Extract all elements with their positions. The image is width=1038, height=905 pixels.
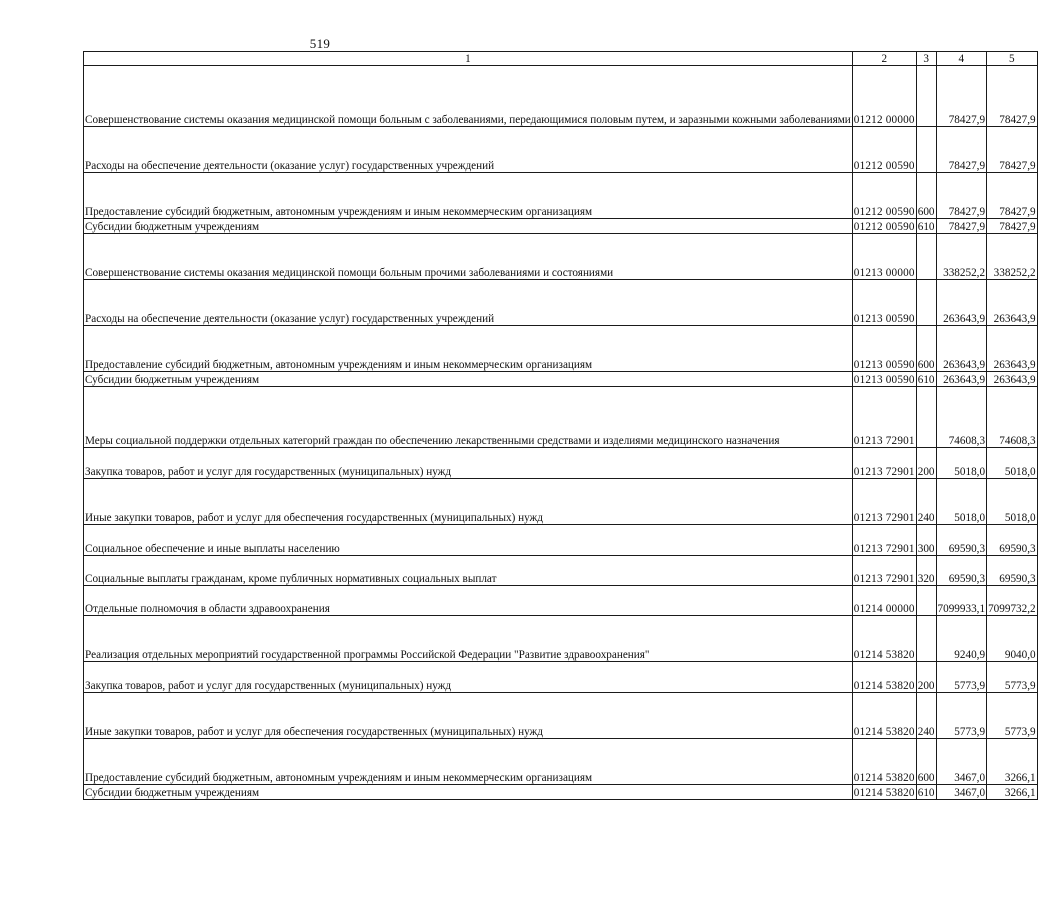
row-name-cell: Отдельные полномочия в области здравоохранения: [84, 586, 853, 616]
row-name-cell: Предоставление субсидий бюджетным, автономным учреждениям и иным некоммерческим организациям: [84, 173, 853, 219]
row-amount-2-cell: 69590,3: [987, 525, 1038, 556]
row-code-cell: 01214 00000: [852, 586, 916, 616]
row-code-cell: 01213 00590: [852, 326, 916, 372]
column-header-4: 4: [936, 52, 987, 66]
row-name-cell: Социальные выплаты гражданам, кроме публичных нормативных социальных выплат: [84, 556, 853, 586]
row-expense-type-cell: 600: [916, 326, 936, 372]
row-amount-2-cell: 74608,3: [987, 387, 1038, 448]
row-expense-type-cell: [916, 387, 936, 448]
row-code-cell: 01214 53820: [852, 785, 916, 800]
row-code-cell: 01213 00000: [852, 234, 916, 280]
table-row: [84, 556, 1038, 586]
row-expense-type-cell: [916, 586, 936, 616]
row-amount-2-cell: 78427,9: [987, 219, 1038, 234]
row-amount-1-cell: 5018,0: [936, 448, 987, 479]
row-code-cell: 01212 00590: [852, 219, 916, 234]
row-amount-2-cell: 263643,9: [987, 326, 1038, 372]
row-amount-1-cell: 5773,9: [936, 693, 987, 739]
table-row: [84, 326, 1038, 372]
row-expense-type-cell: 200: [916, 662, 936, 693]
row-expense-type-cell: [916, 280, 936, 326]
row-code-cell: 01212 00590: [852, 127, 916, 173]
row-name-cell: Расходы на обеспечение деятельности (оказание услуг) государственных учреждений: [84, 280, 853, 326]
row-amount-1-cell: 263643,9: [936, 372, 987, 387]
column-header-5: 5: [987, 52, 1038, 66]
row-expense-type-cell: 610: [916, 372, 936, 387]
table-row: [84, 387, 1038, 448]
row-amount-2-cell: 5018,0: [987, 479, 1038, 525]
row-name-cell: Иные закупки товаров, работ и услуг для обеспечения государственных (муниципальных) нужд: [84, 693, 853, 739]
row-amount-1-cell: 7099933,1: [936, 586, 987, 616]
row-name-cell: Закупка товаров, работ и услуг для государственных (муниципальных) нужд: [84, 662, 853, 693]
row-expense-type-cell: 300: [916, 525, 936, 556]
row-expense-type-cell: 200: [916, 448, 936, 479]
row-amount-1-cell: 338252,2: [936, 234, 987, 280]
row-code-cell: 01213 00590: [852, 372, 916, 387]
row-amount-2-cell: 78427,9: [987, 66, 1038, 127]
row-amount-2-cell: 7099732,2: [987, 586, 1038, 616]
row-amount-1-cell: 263643,9: [936, 326, 987, 372]
row-name-cell: Расходы на обеспечение деятельности (оказание услуг) государственных учреждений: [84, 127, 853, 173]
row-code-cell: 01212 00590: [852, 173, 916, 219]
row-name-cell: Реализация отдельных мероприятий государственной программы Российской Федерации "Развитие здравоохранения": [84, 616, 853, 662]
row-code-cell: 01213 72901: [852, 387, 916, 448]
row-code-cell: 01213 00590: [852, 280, 916, 326]
row-code-cell: 01214 53820: [852, 662, 916, 693]
row-amount-2-cell: 5018,0: [987, 448, 1038, 479]
row-amount-1-cell: 78427,9: [936, 127, 987, 173]
row-amount-1-cell: 78427,9: [936, 66, 987, 127]
row-name-cell: Меры социальной поддержки отдельных категорий граждан по обеспечению лекарственными средствами и изделиями медицинского назначения: [84, 387, 853, 448]
row-code-cell: 01214 53820: [852, 693, 916, 739]
row-code-cell: 01213 72901: [852, 525, 916, 556]
row-amount-1-cell: 3467,0: [936, 785, 987, 800]
row-code-cell: 01214 53820: [852, 616, 916, 662]
row-expense-type-cell: [916, 127, 936, 173]
row-amount-2-cell: 263643,9: [987, 372, 1038, 387]
table-row: [84, 280, 1038, 326]
row-amount-1-cell: 78427,9: [936, 173, 987, 219]
table-row: [84, 234, 1038, 280]
table-row: [84, 127, 1038, 173]
row-code-cell: 01213 72901: [852, 479, 916, 525]
row-expense-type-cell: [916, 616, 936, 662]
row-expense-type-cell: [916, 234, 936, 280]
row-amount-2-cell: 5773,9: [987, 693, 1038, 739]
row-expense-type-cell: 600: [916, 739, 936, 785]
table-row: [84, 479, 1038, 525]
row-amount-2-cell: 338252,2: [987, 234, 1038, 280]
table-row: [84, 525, 1038, 556]
row-name-cell: Закупка товаров, работ и услуг для государственных (муниципальных) нужд: [84, 448, 853, 479]
row-amount-2-cell: 69590,3: [987, 556, 1038, 586]
row-code-cell: 01213 72901: [852, 448, 916, 479]
row-amount-1-cell: 74608,3: [936, 387, 987, 448]
table-row: [84, 66, 1038, 127]
row-amount-2-cell: 3266,1: [987, 739, 1038, 785]
table-row: [84, 219, 1038, 234]
table-row: [84, 173, 1038, 219]
table-row: [84, 693, 1038, 739]
row-expense-type-cell: 320: [916, 556, 936, 586]
row-code-cell: 01212 00000: [852, 66, 916, 127]
row-expense-type-cell: [916, 66, 936, 127]
header-row: [84, 52, 1038, 66]
row-amount-1-cell: 69590,3: [936, 525, 987, 556]
page-number: 519: [309, 36, 331, 51]
table-row: [84, 739, 1038, 785]
row-expense-type-cell: 240: [916, 479, 936, 525]
row-amount-1-cell: 78427,9: [936, 219, 987, 234]
row-expense-type-cell: 240: [916, 693, 936, 739]
row-name-cell: Социальное обеспечение и иные выплаты населению: [84, 525, 853, 556]
row-amount-2-cell: 263643,9: [987, 280, 1038, 326]
row-amount-2-cell: 5773,9: [987, 662, 1038, 693]
row-amount-1-cell: 9240,9: [936, 616, 987, 662]
row-name-cell: Субсидии бюджетным учреждениям: [84, 785, 853, 800]
budget-table: [83, 51, 1038, 800]
row-name-cell: Совершенствование системы оказания медицинской помощи больным прочими заболеваниями и состояниями: [84, 234, 853, 280]
table-row: [84, 785, 1038, 800]
column-header-1: 1: [84, 52, 853, 66]
row-name-cell: Предоставление субсидий бюджетным, автономным учреждениям и иным некоммерческим организациям: [84, 739, 853, 785]
row-amount-2-cell: 78427,9: [987, 127, 1038, 173]
row-name-cell: Субсидии бюджетным учреждениям: [84, 219, 853, 234]
row-expense-type-cell: 600: [916, 173, 936, 219]
row-code-cell: 01213 72901: [852, 556, 916, 586]
row-amount-1-cell: 69590,3: [936, 556, 987, 586]
row-name-cell: Совершенствование системы оказания медицинской помощи больным с заболеваниями, передающимися половым путем, и заразными кожными заболеваниями: [84, 66, 853, 127]
table-row: [84, 372, 1038, 387]
row-amount-2-cell: 78427,9: [987, 173, 1038, 219]
table-row: [84, 662, 1038, 693]
table-row: [84, 586, 1038, 616]
table-row: [84, 448, 1038, 479]
row-amount-1-cell: 5773,9: [936, 662, 987, 693]
column-header-2: 2: [852, 52, 916, 66]
table-body: [84, 66, 1038, 800]
row-amount-1-cell: 263643,9: [936, 280, 987, 326]
row-amount-2-cell: 3266,1: [987, 785, 1038, 800]
row-expense-type-cell: 610: [916, 785, 936, 800]
table-header: [84, 52, 1038, 66]
row-name-cell: Субсидии бюджетным учреждениям: [84, 372, 853, 387]
row-code-cell: 01214 53820: [852, 739, 916, 785]
row-name-cell: Предоставление субсидий бюджетным, автономным учреждениям и иным некоммерческим организациям: [84, 326, 853, 372]
row-amount-1-cell: 3467,0: [936, 739, 987, 785]
row-name-cell: Иные закупки товаров, работ и услуг для обеспечения государственных (муниципальных) нужд: [84, 479, 853, 525]
column-header-3: 3: [916, 52, 936, 66]
row-amount-2-cell: 9040,0: [987, 616, 1038, 662]
row-expense-type-cell: 610: [916, 219, 936, 234]
table-row: [84, 616, 1038, 662]
row-amount-1-cell: 5018,0: [936, 479, 987, 525]
